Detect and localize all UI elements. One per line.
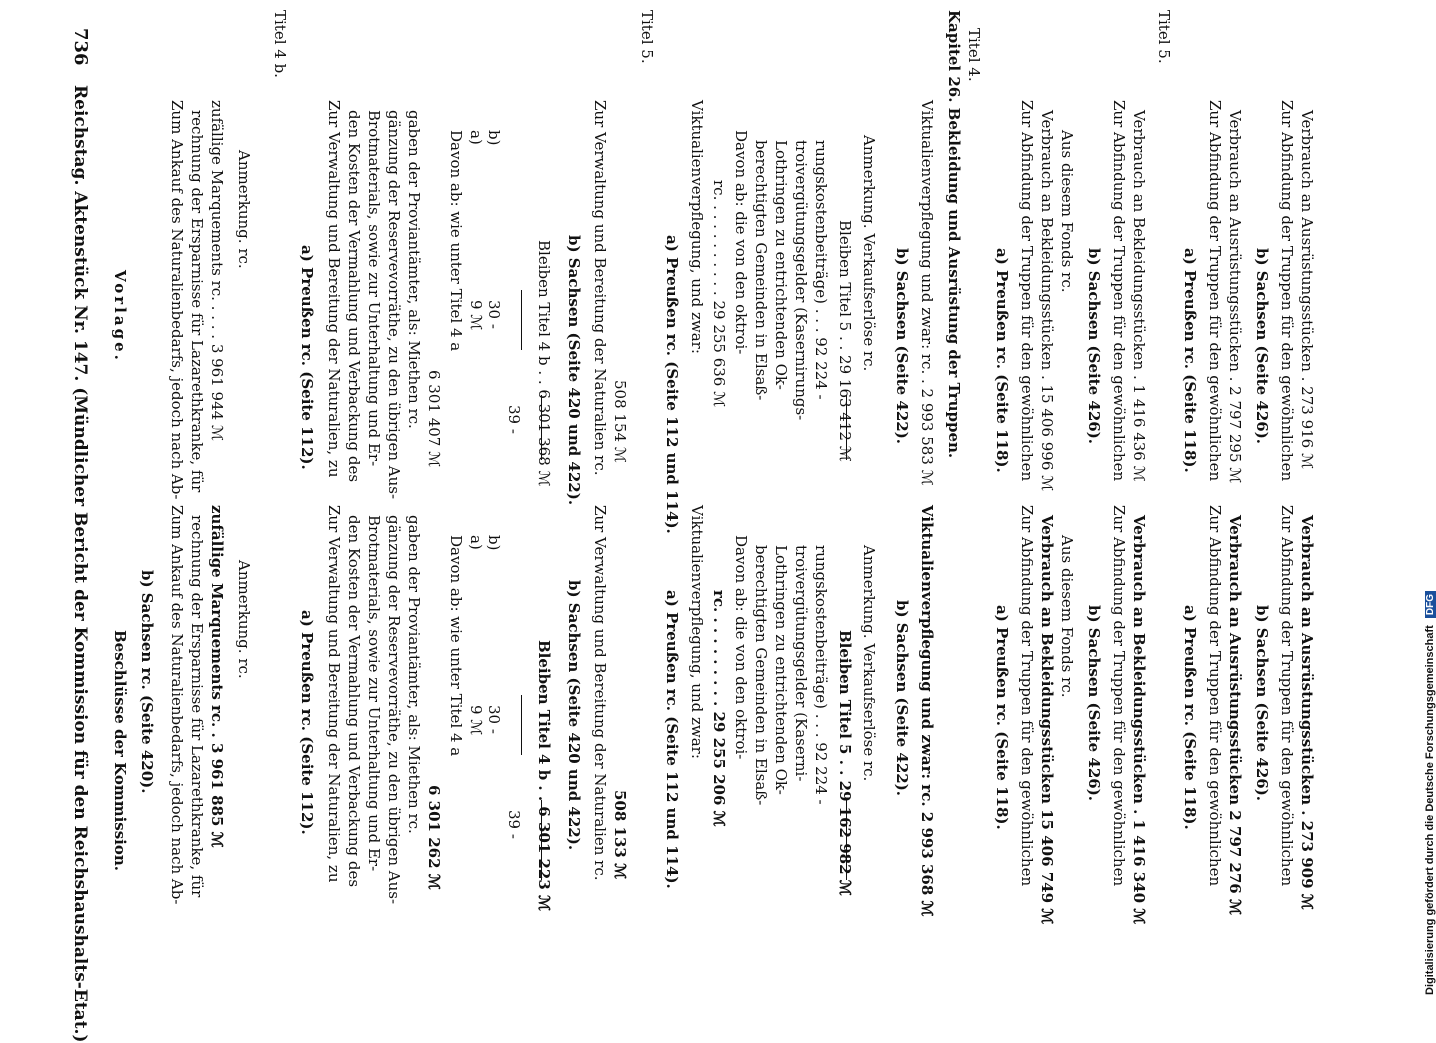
beschl-k3-l2: Verbrauch an Ausrüstungsstücken 2 797 276 ℳ <box>1226 515 1244 915</box>
vorlage-preussen-a: a) Preußen rc. (Seite 112). <box>298 245 316 470</box>
vorlage-titel4b: Titel 4 b. <box>271 10 289 78</box>
vorlage-sum: 39 - <box>505 405 523 434</box>
vorlage-b-val: 30 - <box>485 300 503 329</box>
beschl-davon2-l5: rungskostenbeiträge) . . . 92 224 - <box>812 545 830 805</box>
vorlage-bleiben5: Bleiben Titel 5 . . 29 163 412 ℳ <box>836 220 854 462</box>
vorlage-p1-l2: rechnung der Ersparnisse für Lazarethkranke, für <box>188 110 206 493</box>
beschl-sachsen-k2: b) Sachsen (Seite 426). <box>1253 605 1271 802</box>
vorlage-rc-line: rc. . . . . . . . . . . 29 255 636 ℳ <box>710 180 728 408</box>
vorlage-p2-total: 6 301 407 ℳ <box>425 370 443 468</box>
vorlage-k4-l2: Verbrauch an Ausrüstungsstücken . 273 916 ℳ <box>1298 110 1316 470</box>
beschl-k4-l1: Zur Abfindung der Truppen für den gewöhnlichen <box>1278 505 1296 887</box>
vorlage-sachsen-b2: b) Sachsen (Seite 422). <box>893 248 911 445</box>
vorlage-titel4: Titel 4. <box>965 28 983 82</box>
vorlage-p2-l2: den Kosten der Vermahlung und Verbackung des <box>345 110 363 483</box>
beschl-preussen-a2: a) Preußen rc. (Seite 112 und 114). <box>663 590 681 889</box>
page-title: Reichstag. Aktenstück Nr. 147. (Mündlicher Bericht der Kommission für den Reichshaushalts-Etat.) <box>70 85 90 1043</box>
left-heading: Vorlage. <box>111 270 129 363</box>
vorlage-p2-l4: gänzung der Reservevorräthe, zu den übrigen Aus- <box>385 110 403 500</box>
vorlage-bleiben4b: Bleiben Titel 4 b . . 6 301 368 ℳ <box>535 240 553 487</box>
beschl-p3-l2: 508 133 ℳ <box>611 790 629 880</box>
vorlage-kapitel: Kapitel 26. Bekleidung und Ausrüstung der Truppen. <box>945 10 963 459</box>
beschl-k2-l2: Verbrauch an Bekleidungsstücken . 1 416 340 ℳ <box>1130 515 1148 925</box>
vorlage-p1-l1: Zum Ankauf des Naturalienbedarfs, jedoch nach Ab- <box>168 100 186 500</box>
beschl-sum: 39 - <box>505 810 523 839</box>
vorlage-davon2-l1: Davon ab: die von den oktroi- <box>732 130 750 355</box>
vorlage-viktualien: Viktualienverpflegung, und zwar: <box>688 100 706 354</box>
vorlage-anm1: Anmerkung. rc. <box>235 150 253 269</box>
vorlage-a-label: a) <box>467 130 485 145</box>
beschl-k2-l1: Zur Abfindung der Truppen für den gewöhnlichen <box>1110 505 1128 887</box>
rule <box>521 695 522 755</box>
beschl-preussen-k: a) Preußen rc. (Seite 118). <box>993 605 1011 830</box>
dfg-logo: DFG <box>1425 591 1436 618</box>
vorlage-k2-l1: Zur Abfindung der Truppen für den gewöhnlichen <box>1110 100 1128 482</box>
beschl-davon2-l2: berechtigten Gemeinden in Elsaß- <box>752 545 770 806</box>
vorlage-k3-l2: Verbrauch an Ausrüstungsstücken . 2 797 295 ℳ <box>1226 110 1244 484</box>
beschl-a-label: a) <box>467 535 485 550</box>
beschl-k3-l1: Zur Abfindung der Truppen für den gewöhnlichen <box>1206 505 1224 887</box>
beschl-davon2-l4: troivergütungsgelder (Kaserni- <box>792 545 810 782</box>
beschl-davon2-l3: Lothringen zu entrichtenden Ok- <box>772 545 790 795</box>
vorlage-p3-l2: 508 154 ℳ <box>611 380 629 463</box>
vorlage-k3-l1: Zur Abfindung der Truppen für den gewöhnlichen <box>1206 100 1224 482</box>
beschl-p1-l3: zufällige Marquements rc. . 3 961 885 ℳ <box>208 505 226 848</box>
dfg-footer-text: Digitalisierung gefördert durch die Deutsche Forschungsgemeinschaft <box>1424 625 1436 995</box>
vorlage-p2-l3: Brotmaterials, sowie zur Unterhaltung und Er- <box>365 110 383 467</box>
beschl-preussen-k2: a) Preußen rc. (Seite 118). <box>1181 605 1199 830</box>
vorlage-davon: Davon ab: wie unter Titel 4 a <box>447 130 465 352</box>
beschl-k1-l1: Zur Abfindung der Truppen für den gewöhnlichen <box>1018 505 1036 887</box>
beschl-preussen-a: a) Preußen rc. (Seite 112). <box>298 610 316 835</box>
beschl-bleiben5: Bleiben Titel 5 . . 29 162 982 ℳ <box>836 630 854 896</box>
page-number: 736 <box>70 28 91 66</box>
beschl-davon: Davon ab: wie unter Titel 4 a <box>447 535 465 757</box>
beschl-p1-l2: rechnung der Ersparnisse für Lazarethkranke, für <box>188 515 206 898</box>
beschl-p2-total: 6 301 262 ℳ <box>425 785 443 890</box>
beschl-a-val: 9 ℳ <box>467 705 485 736</box>
vorlage-davon2-l5: rungskostenbeiträge) . . . 92 224 - <box>812 140 830 400</box>
beschl-sachsen-b: b) Sachsen rc. (Seite 420). <box>138 570 156 794</box>
vorlage-k1-l1: Zur Abfindung der Truppen für den gewöhnlichen <box>1018 100 1036 482</box>
beschl-anm1: Anmerkung. rc. <box>235 560 253 679</box>
vorlage-k1-l3: Aus diesem Fonds rc. <box>1058 130 1076 293</box>
beschl-sachsen-b2: b) Sachsen (Seite 420 und 422). <box>565 580 583 851</box>
vorlage-davon2-l4: troivergütungsgelder (Kasernirungs- <box>792 140 810 421</box>
vorlage-b-label: b) <box>485 130 503 146</box>
beschl-k1-l3: Aus diesem Fonds rc. <box>1058 535 1076 698</box>
vorlage-preussen-k: a) Preußen rc. (Seite 118). <box>993 248 1011 473</box>
beschl-b-val: 30 - <box>485 705 503 734</box>
vorlage-a-val: 9 ℳ <box>467 300 485 331</box>
vorlage-sachsen-b: b) Sachsen (Seite 420 und 422). <box>565 235 583 506</box>
beschl-vikt2: Viktualienverpflegung und zwar: rc. 2 993 368 ℳ <box>918 505 936 917</box>
beschl-p2-l1: Zur Verwaltung und Bereitung der Naturalien, zu <box>325 505 343 883</box>
beschl-anm2: Anmerkung. Verkaufserlöse rc. <box>860 545 878 782</box>
beschl-p1-l1: Zum Ankauf des Naturalienbedarfs, jedoch nach Ab- <box>168 505 186 905</box>
vorlage-k2-l2: Verbrauch an Bekleidungsstücken . 1 416 436 ℳ <box>1130 110 1148 482</box>
right-heading: Beschlüsse der Kommission. <box>111 630 129 871</box>
vorlage-davon2-l2: berechtigten Gemeinden in Elsaß- <box>752 140 770 401</box>
beschl-rc-line: rc. . . . . . . . . . 29 255 206 ℳ <box>710 590 728 827</box>
beschl-p2-l5: gaben der Proviantämter, als: Miethen rc. <box>405 515 423 834</box>
vorlage-preussen-a2: a) Preußen rc. (Seite 112 und 114). <box>663 235 681 534</box>
beschl-davon2-l1: Davon ab: die von den oktroi- <box>732 535 750 760</box>
vorlage-titel5: Titel 5. <box>638 10 656 64</box>
beschl-k1-l2: Verbrauch an Bekleidungsstücken 15 406 749 ℳ <box>1038 515 1056 925</box>
vorlage-preussen-k2: a) Preußen rc. (Seite 118). <box>1181 248 1199 473</box>
vorlage-k1-l2: Verbrauch an Bekleidungsstücken . 15 406 996 ℳ <box>1038 110 1056 492</box>
beschl-p3-l1: Zur Verwaltung und Bereitung der Naturalien rc. <box>591 505 609 881</box>
beschl-sachsen-k: b) Sachsen (Seite 426). <box>1085 605 1103 802</box>
rule <box>521 290 522 350</box>
beschl-p2-l4: gänzung der Reservevorräthe, zu den übrigen Aus- <box>385 515 403 905</box>
vorlage-anm2: Anmerkung. Verkaufserlöse rc. <box>860 135 878 372</box>
beschl-sachsen-b3: b) Sachsen (Seite 422). <box>893 600 911 797</box>
vorlage-k4-l1: Zur Abfindung der Truppen für den gewöhnlichen <box>1278 100 1296 482</box>
beschl-b-label: b) <box>485 535 503 551</box>
vorlage-davon2-l3: Lothringen zu entrichtenden Ok- <box>772 140 790 390</box>
vorlage-p1-l3: zufällige Marquements rc. . . . . 3 961 944 ℳ <box>208 100 226 441</box>
vorlage-sachsen-k2: b) Sachsen (Seite 426). <box>1253 248 1271 445</box>
beschl-viktualien: Viktualienverpflegung, und zwar: <box>688 505 706 759</box>
beschl-p2-l2: den Kosten der Vermahlung und Verbackung des <box>345 515 363 888</box>
vorlage-p3-l1: Zur Verwaltung und Bereitung der Naturalien rc. <box>591 100 609 476</box>
vorlage-p2-l5: gaben der Proviantämter, als: Miethen rc. <box>405 110 423 429</box>
beschl-bleiben4b: Bleiben Titel 4 b . . 6 301 223 ℳ <box>535 640 553 912</box>
vorlage-p2-l1: Zur Verwaltung und Bereitung der Naturalien, zu <box>325 100 343 478</box>
vorlage-titel5b: Titel 5. <box>1155 10 1173 64</box>
beschl-k4-l2: Verbrauch an Ausrüstungsstücken . 273 909 ℳ <box>1298 515 1316 910</box>
vorlage-vikt2: Viktualienverpflegung und zwar: rc. . 2 993 583 ℳ <box>918 100 936 486</box>
dfg-footer <box>1424 591 1436 995</box>
beschl-p2-l3: Brotmaterials, sowie zur Unterhaltung und Er- <box>365 515 383 872</box>
vorlage-sachsen-k: b) Sachsen (Seite 426). <box>1085 248 1103 445</box>
